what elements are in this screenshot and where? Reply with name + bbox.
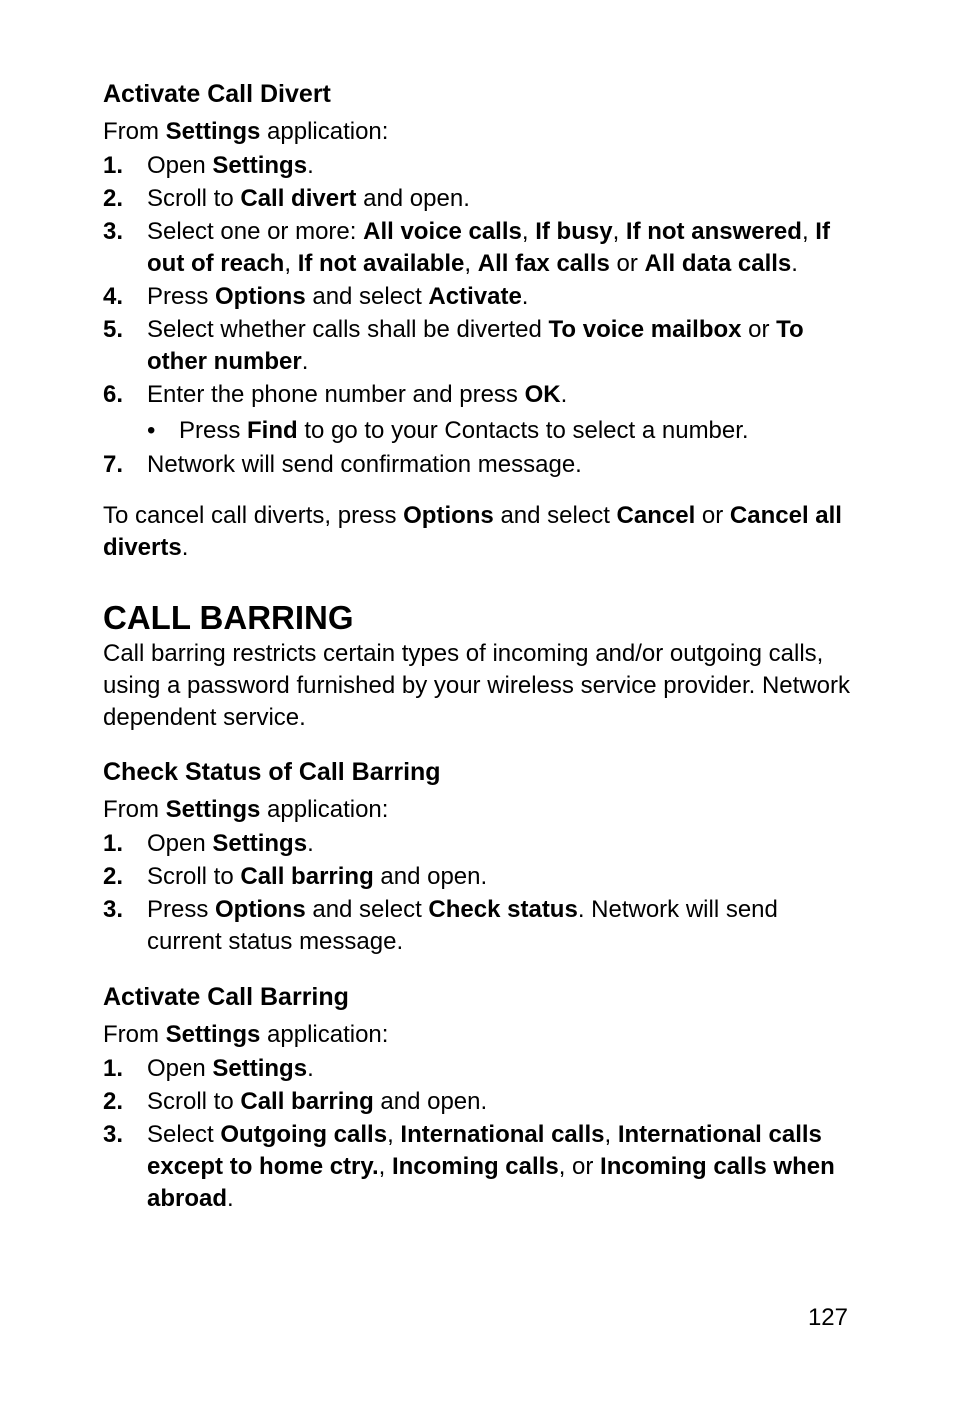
activate-call-barring-heading: Activate Call Barring [103,983,349,1011]
step-number: 3. [103,218,124,245]
step-item: 6. Enter the phone number and press OK. • Press Find to go to your Contacts to select a number. [103,379,853,447]
manual-page [103,78,853,1216]
step-number: 2. [103,863,124,890]
bullet-icon: • [147,417,156,444]
step-number: 1. [103,1055,124,1082]
step-number: 5. [103,316,124,343]
step-number: 6. [103,381,124,408]
step-item: 4. Press Options and select Activate. [103,281,853,313]
step-number: 3. [103,1121,124,1148]
step-item: 7. Network will send confirmation message. [103,449,853,481]
call-barring-heading: CALL BARRING [103,599,354,636]
step-item: 3. Press Options and select Check status. Network will send current status message. [103,896,778,955]
step-item: 3. Select Outgoing calls, International calls, International calls except to home ctry., Incoming calls, or Incoming calls when abroad. [103,1121,835,1212]
step-item: 2. Scroll to Call barring and open. [103,1086,853,1118]
step-item: 2. Scroll to Call divert and open. [103,183,853,215]
check-status-heading: Check Status of Call Barring [103,758,441,786]
step-item: 1. Open Settings. [103,1053,853,1085]
bullet-item: • Press Find to go to your Contacts to select a number. [147,415,853,447]
step-item: 3. Select one or more: All voice calls, If busy, If not answered, If out of reach, If not available, All fax calls or All data calls. [103,218,830,277]
page-number: 127 [807,1304,848,1331]
step-item: 1. Open Settings. [103,150,853,182]
activate-call-divert-heading: Activate Call Divert [103,80,331,108]
check-status-steps [103,828,853,958]
step-number: 2. [103,1088,124,1115]
step-item: 2. Scroll to Call barring and open. [103,861,853,893]
step-number: 3. [103,896,124,923]
call-divert-steps [103,150,853,481]
settings-app-intro: From Settings application: [103,796,389,823]
call-barring-steps [103,1053,853,1215]
step-number: 1. [103,830,124,857]
step-item: 5. Select whether calls shall be diverted To voice mailbox or To other number. [103,316,804,375]
step-number: 4. [103,283,124,310]
step-number: 1. [103,152,124,179]
step-number: 2. [103,185,124,212]
settings-app-intro: From Settings application: [103,118,389,145]
cancel-diverts-note: To cancel call diverts, press Options and select Cancel or Cancel all diverts. [103,502,842,561]
settings-app-intro: From Settings application: [103,1021,389,1048]
call-barring-intro: Call barring restricts certain types of incoming and/or outgoing calls, using a password furnished by your wireless service provider. Network dependent service. [103,640,850,731]
step-number: 7. [103,451,124,478]
step-item: 1. Open Settings. [103,828,853,860]
step-bullets [147,415,853,447]
